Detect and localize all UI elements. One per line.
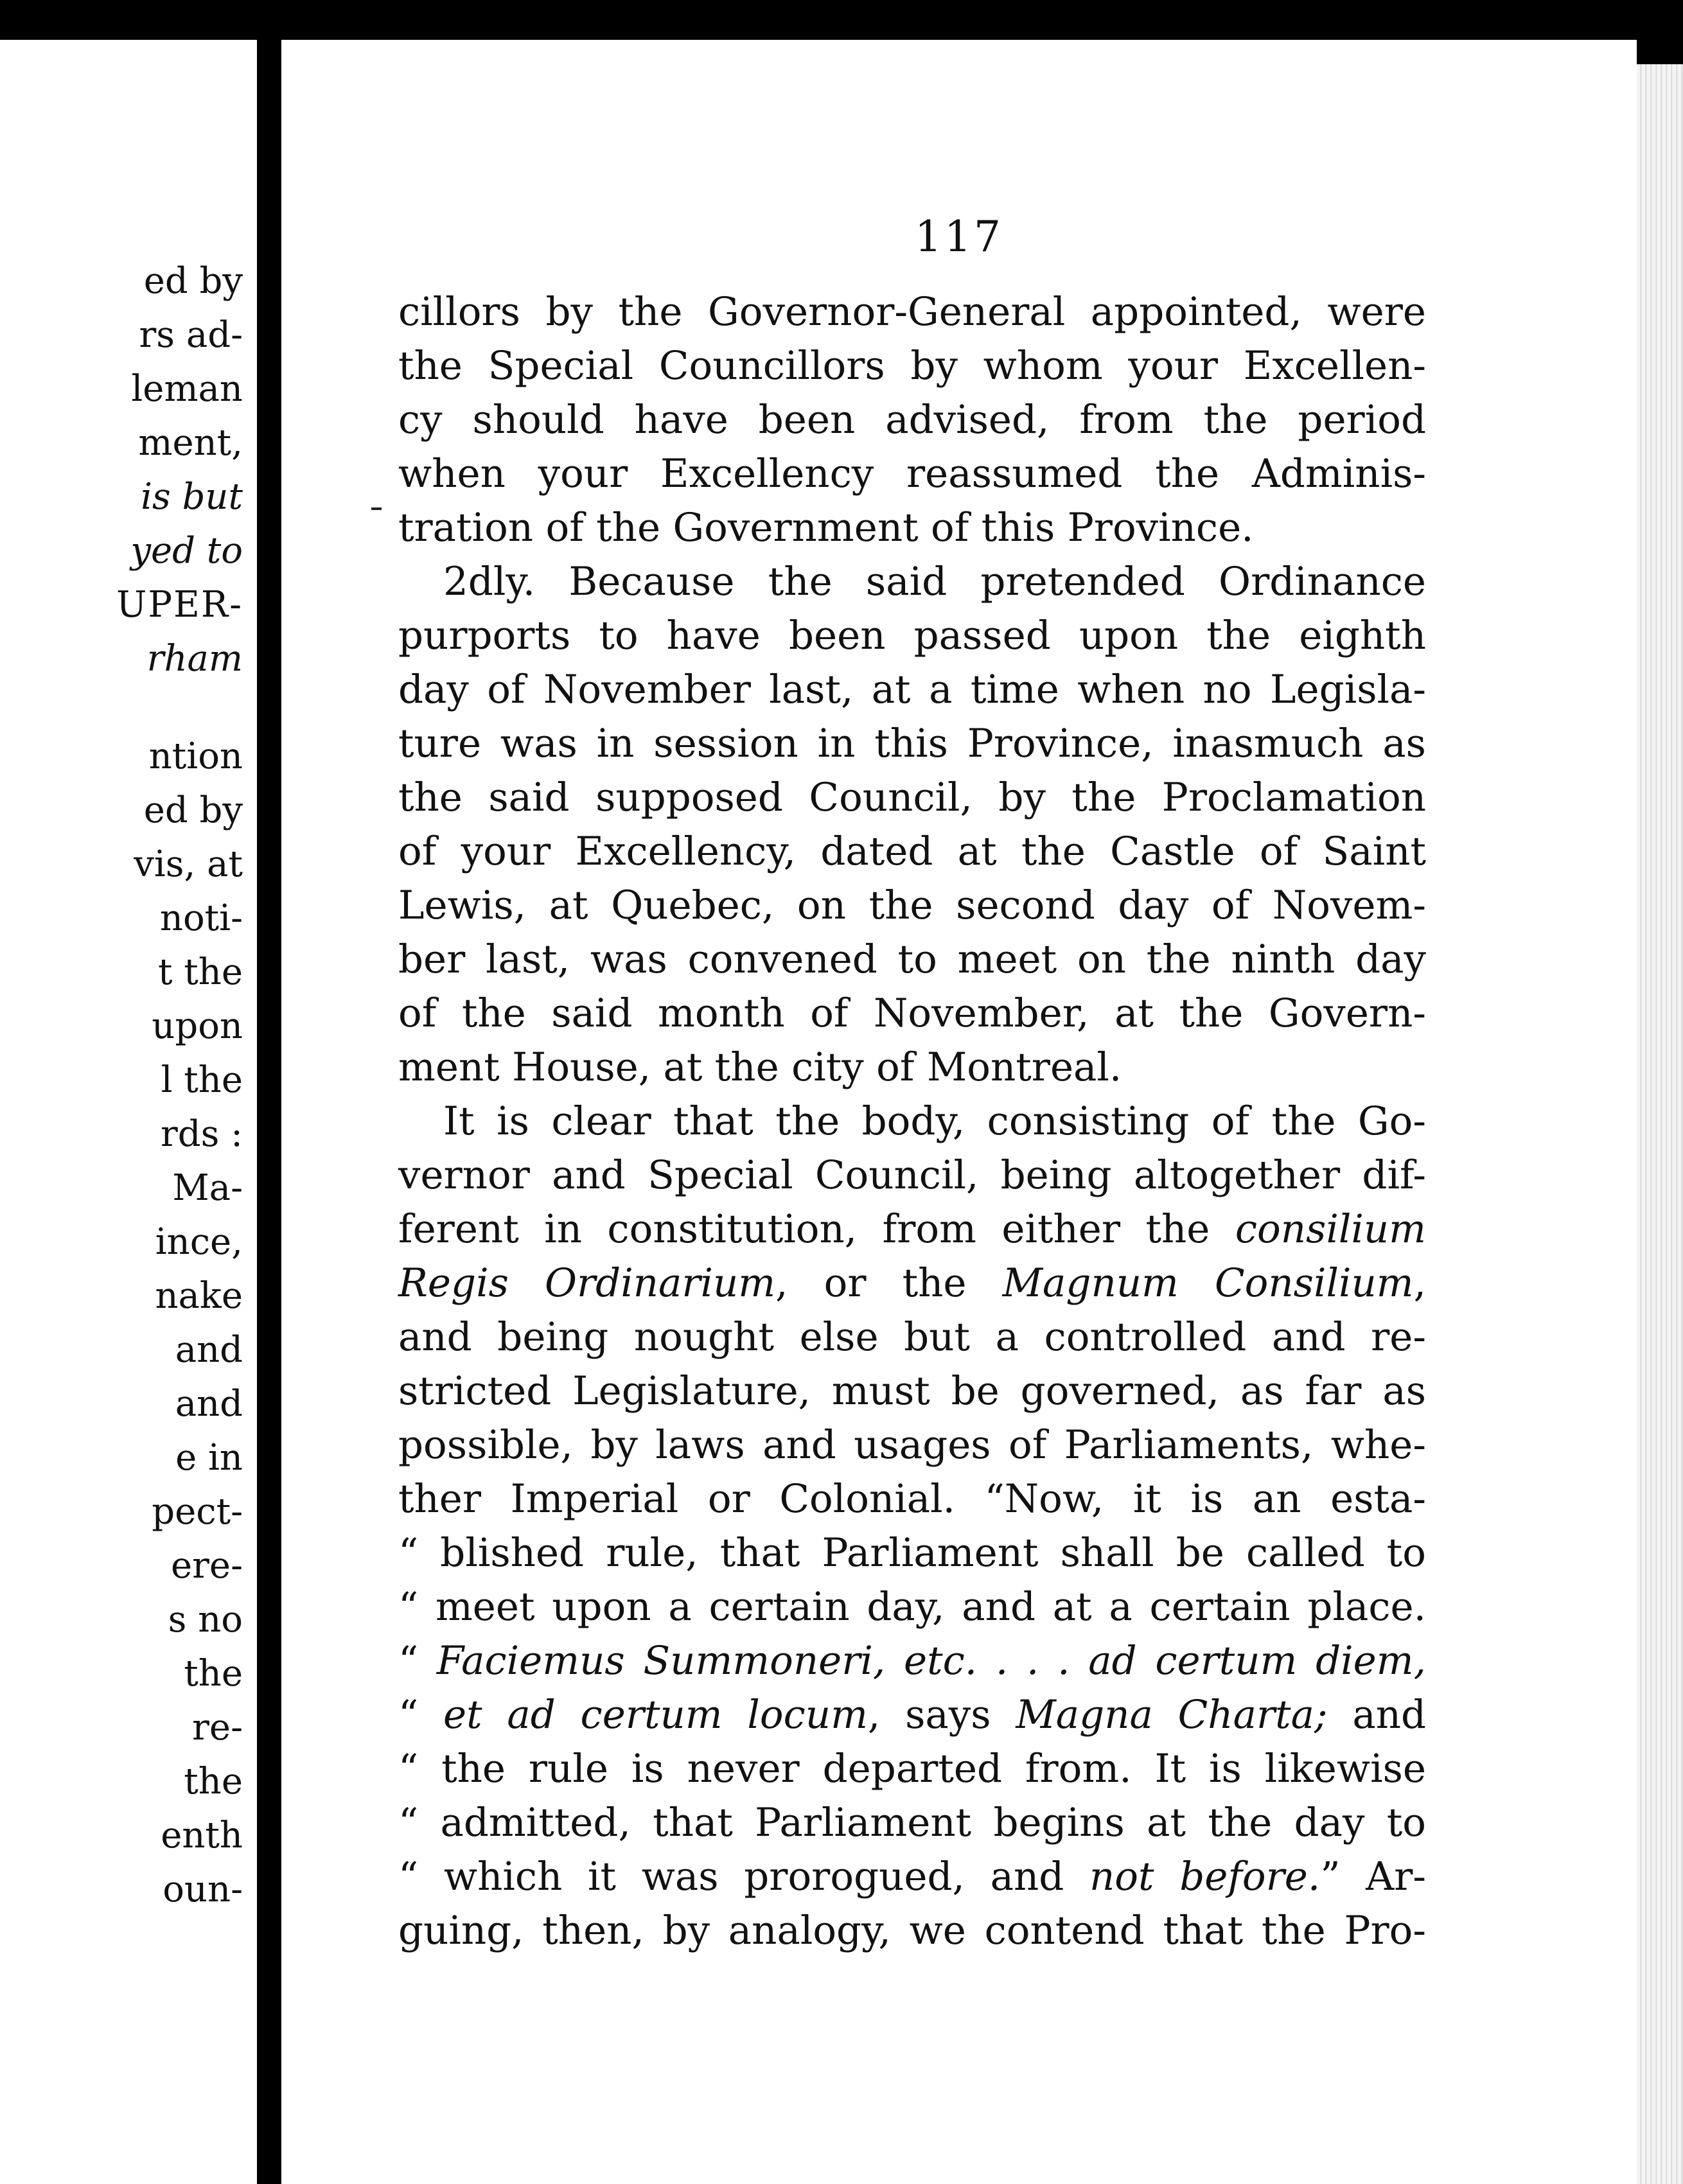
- previous-page-fragment: [0, 40, 257, 2184]
- text-line: [398, 1418, 1426, 1472]
- text-line: [398, 1526, 1426, 1580]
- left-page-line-fragment: enth: [161, 1815, 243, 1856]
- text-line: [398, 447, 1426, 501]
- left-page-line-fragment: l the: [161, 1059, 243, 1101]
- text-line: [398, 933, 1426, 987]
- left-page-line-fragment: Ma-: [172, 1167, 243, 1209]
- italic-text: consilium: [1235, 1206, 1426, 1252]
- text-run: stricted Legislature, must be governed, as far as: [398, 1368, 1426, 1414]
- book-gutter: [257, 40, 281, 2184]
- text-line: [398, 1580, 1426, 1634]
- left-page-line-fragment: rds :: [160, 1113, 243, 1155]
- left-page-line-fragment: and: [175, 1383, 243, 1425]
- left-page-line-fragment: s no: [168, 1599, 243, 1641]
- text-run: of your Excellency, dated at the Castle of Saint: [398, 829, 1426, 874]
- text-run: cy should have been advised, from the period: [398, 397, 1426, 443]
- left-page-line-fragment: vis, at: [134, 843, 243, 885]
- left-page-line-fragment: re-: [192, 1707, 243, 1748]
- text-line: [398, 1256, 1426, 1310]
- text-line: [398, 555, 1426, 609]
- text-run: “ meet upon a certain day, and at a certain place.: [398, 1584, 1426, 1630]
- left-page-line-fragment: leman: [131, 368, 243, 410]
- text-run: and being nought else but a controlled and re-: [398, 1314, 1426, 1360]
- text-run: purports to have been passed upon the eighth: [398, 613, 1426, 658]
- text-run: It is clear that the body, consisting of the Go-: [443, 1098, 1426, 1144]
- page-edges: [1637, 64, 1683, 2184]
- text-run: ,: [1413, 1260, 1426, 1306]
- left-page-line-fragment: pect-: [152, 1491, 243, 1533]
- text-run: “ admitted, that Parliament begins at the day to: [398, 1800, 1426, 1845]
- text-run: ther Imperial or Colonial. “Now, it is an esta-: [398, 1476, 1426, 1522]
- text-line: [398, 1472, 1426, 1526]
- text-run: “ blished rule, that Parliament shall be called to: [398, 1530, 1426, 1576]
- left-page-line-fragment: t the: [157, 951, 243, 993]
- text-run: ” Ar-: [1320, 1854, 1426, 1899]
- text-run: “ which it was prorogued, and: [398, 1854, 1089, 1899]
- text-line: [398, 1688, 1426, 1742]
- text-line: [398, 285, 1426, 339]
- text-run: “: [398, 1692, 443, 1738]
- text-run: guing, then, by analogy, we contend that the Pro-: [398, 1908, 1426, 1953]
- text-run: cillors by the Governor-General appointed, were: [398, 289, 1426, 335]
- text-run: Lewis, at Quebec, on the second day of Novem-: [398, 883, 1426, 928]
- text-run: the said supposed Council, by the Proclamation: [398, 775, 1426, 820]
- text-line: [398, 879, 1426, 933]
- margin-mark: [371, 507, 382, 510]
- text-line: [398, 393, 1426, 447]
- left-page-line-fragment: the: [184, 1761, 243, 1802]
- current-page: [281, 40, 1637, 2184]
- text-run: ment House, at the city of Montreal.: [398, 1044, 1122, 1090]
- italic-text: Regis Ordinarium: [398, 1260, 776, 1306]
- italic-text: Magnum Consilium: [1002, 1260, 1414, 1306]
- left-page-line-fragment: ntion: [148, 735, 243, 777]
- left-page-line-fragment: ince,: [155, 1221, 243, 1263]
- left-page-line-fragment: e in: [175, 1437, 243, 1479]
- left-page-line-fragment: oun-: [163, 1869, 243, 1910]
- left-page-line-fragment: is but: [141, 476, 243, 518]
- page-number: 117: [915, 212, 1003, 261]
- text-run: ber last, was convened to meet on the ninth day: [398, 937, 1426, 982]
- text-run: 2dly. Because the said pretended Ordinance: [443, 559, 1426, 604]
- text-line: [398, 987, 1426, 1041]
- text-line: [398, 663, 1426, 717]
- italic-text: et ad certum locum: [443, 1692, 868, 1738]
- text-run: and: [1327, 1692, 1427, 1738]
- text-line: [398, 771, 1426, 825]
- italic-text: not before.: [1089, 1854, 1321, 1899]
- left-page-line-fragment: ere-: [171, 1545, 243, 1587]
- text-line: [398, 1850, 1426, 1904]
- text-line: [398, 1904, 1426, 1958]
- text-line: [398, 609, 1426, 663]
- text-line: [398, 1095, 1426, 1149]
- italic-text: Magna Charta;: [1016, 1692, 1328, 1738]
- scan-top-border: [0, 0, 1683, 40]
- left-page-line-fragment: ed by: [143, 260, 243, 302]
- text-line: [398, 717, 1426, 771]
- text-line: [398, 1742, 1426, 1796]
- text-line: [398, 1149, 1426, 1202]
- left-page-line-fragment: UPER-: [116, 584, 243, 626]
- text-run: tration of the Government of this Province.: [398, 505, 1254, 550]
- text-run: , or the: [775, 1260, 1003, 1306]
- text-run: of the said month of November, at the Govern-: [398, 991, 1426, 1036]
- text-line: [398, 1364, 1426, 1418]
- text-run: , says: [867, 1692, 1016, 1738]
- left-page-line-fragment: upon: [152, 1005, 243, 1047]
- text-run: vernor and Special Council, being altogether dif-: [398, 1152, 1426, 1198]
- text-run: “ the rule is never departed from. It is likewise: [398, 1746, 1426, 1792]
- text-run: ture was in session in this Province, inasmuch as: [398, 721, 1426, 766]
- text-run: ferent in constitution, from either the: [398, 1206, 1235, 1252]
- text-line: [398, 1310, 1426, 1364]
- left-page-line-fragment: noti-: [159, 897, 243, 939]
- text-line: [398, 1041, 1426, 1095]
- left-page-line-fragment: and: [175, 1329, 243, 1371]
- text-line: [398, 339, 1426, 393]
- text-line: [398, 1634, 1426, 1688]
- left-page-line-fragment: ed by: [143, 789, 243, 831]
- left-page-line-fragment: rs ad-: [139, 314, 243, 356]
- left-page-line-fragment: yed to: [130, 530, 243, 572]
- text-line: [398, 825, 1426, 879]
- body-text: [398, 285, 1426, 1958]
- text-line: [398, 1796, 1426, 1850]
- left-page-line-fragment: rham: [146, 638, 243, 680]
- text-run: when your Excellency reassumed the Adminis-: [398, 451, 1426, 497]
- text-line: [398, 1202, 1426, 1256]
- left-page-line-fragment: the: [184, 1653, 243, 1695]
- italic-text: Faciemus Summoneri, etc. . . . ad certum diem,: [436, 1638, 1426, 1684]
- left-page-line-fragment: ment,: [138, 422, 243, 464]
- left-page-line-fragment: nake: [155, 1275, 243, 1317]
- text-run: “: [398, 1638, 437, 1684]
- text-line: [398, 501, 1426, 555]
- text-run: day of November last, at a time when no Legisla-: [398, 667, 1426, 712]
- text-run: possible, by laws and usages of Parliaments, whe-: [398, 1422, 1426, 1468]
- text-run: the Special Councillors by whom your Excellen-: [398, 343, 1426, 389]
